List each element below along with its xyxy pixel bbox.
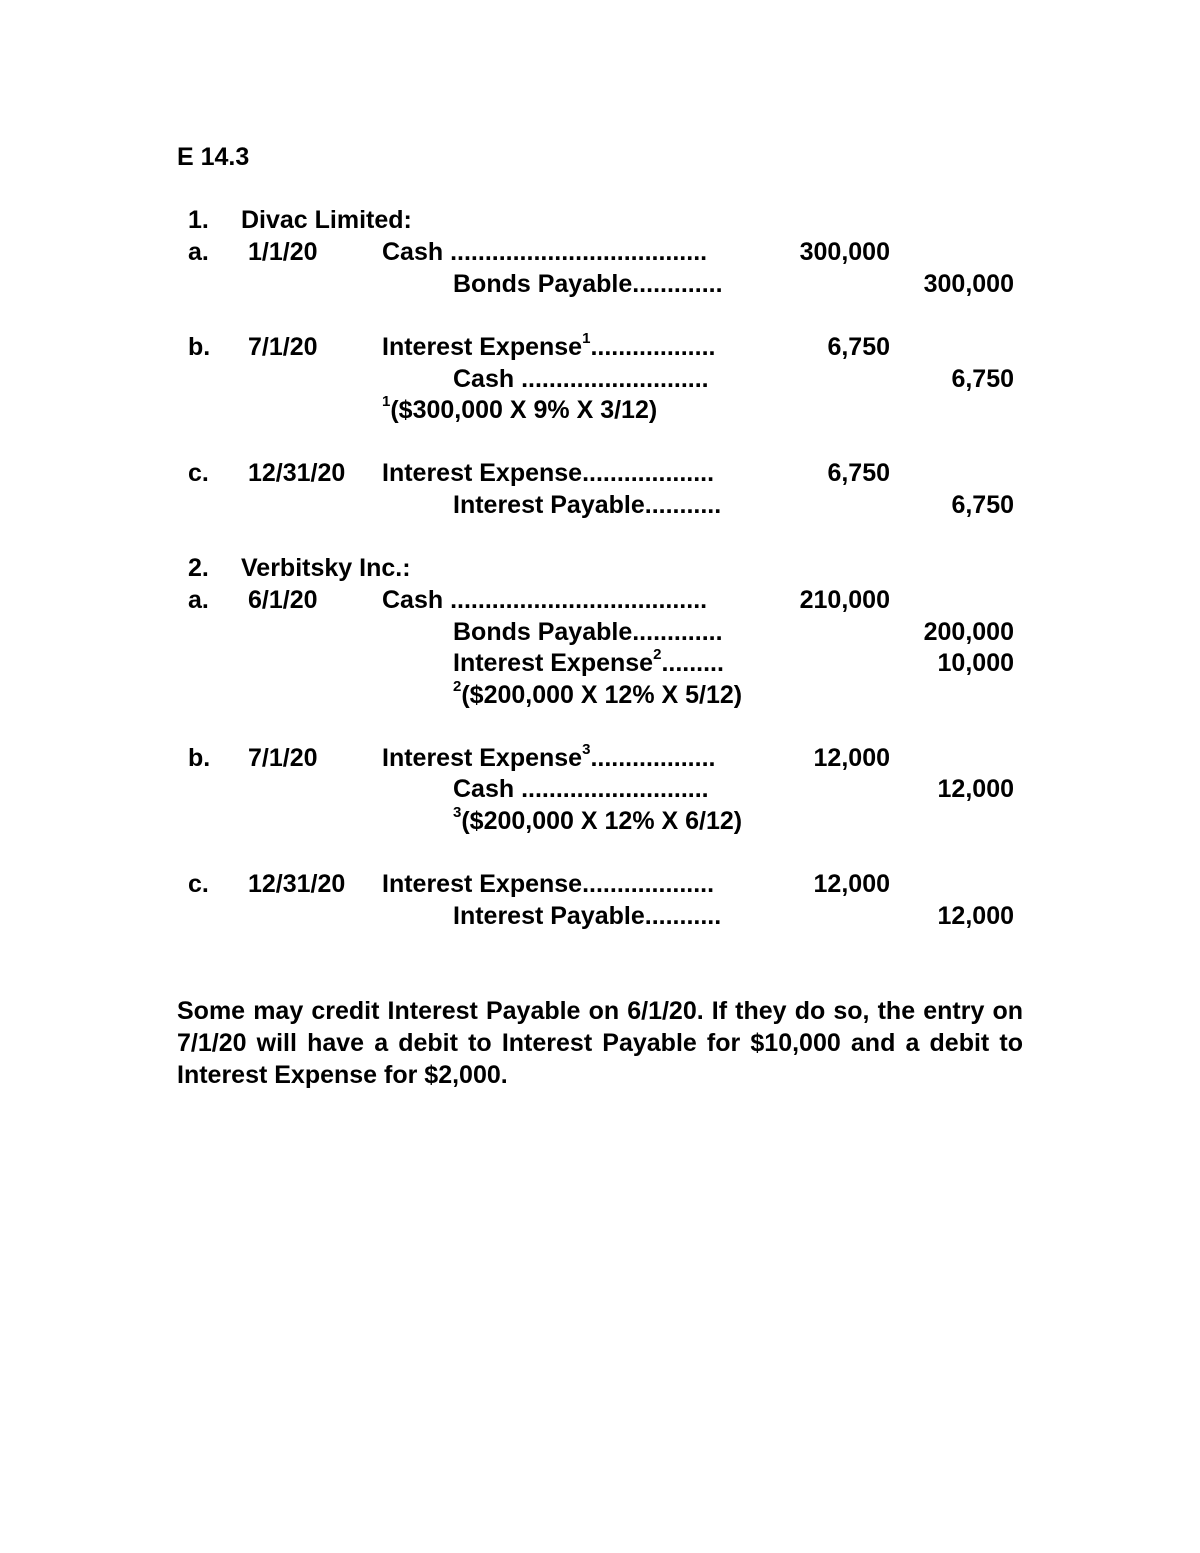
credit-label: Interest Payable [453, 902, 645, 930]
debit-account [382, 741, 716, 772]
debit-label: Interest Expense [382, 459, 583, 487]
footnote-marker: 2 [453, 678, 462, 695]
entry-date: 7/1/20 [248, 333, 318, 361]
entry-date: 1/1/20 [248, 238, 318, 266]
footnote [382, 393, 658, 424]
entry-letter: b. [188, 744, 211, 772]
closing-note: Some may credit Interest Payable on 6/1/20. If they do so, the entry on 7/1/20 will have a debit to Interest Payable for $10,000 and a debit to Interest Expense for $2,000. [177, 997, 1023, 1089]
leader-dots: ........................... [521, 365, 709, 393]
footnote-marker: 3 [582, 741, 591, 758]
leader-dots: .................. [590, 744, 716, 772]
credit-amount: 6,750 [951, 365, 1014, 393]
footnote-marker: 3 [453, 804, 462, 821]
footnote-marker: 1 [382, 393, 391, 410]
credit-account [453, 367, 709, 392]
debit-amount: 6,750 [827, 459, 890, 487]
entry-letter: c. [188, 870, 209, 898]
exercise-title: E 14.3 [177, 143, 250, 171]
credit-account [453, 777, 709, 802]
footnote-text: ($200,000 X 12% X 5/12) [461, 681, 743, 709]
footnote-text: ($200,000 X 12% X 6/12) [461, 807, 743, 835]
entry-date: 7/1/20 [248, 744, 318, 772]
section-number: 1. [188, 206, 209, 234]
footnote [453, 678, 743, 709]
section-name: Divac Limited: [241, 206, 412, 234]
debit-amount: 210,000 [799, 586, 890, 614]
debit-account [382, 461, 714, 486]
leader-dots: ................... [582, 870, 715, 898]
debit-label: Interest Expense [382, 744, 583, 772]
footnote-marker: 2 [653, 646, 662, 663]
leader-dots: ............. [632, 270, 723, 298]
credit-label: Bonds Payable [453, 270, 633, 298]
debit-label: Interest Expense [382, 870, 583, 898]
entry-letter: a. [188, 586, 209, 614]
entry-date: 12/31/20 [248, 870, 346, 898]
debit-account [382, 588, 707, 613]
credit-account [453, 646, 724, 677]
leader-dots: ............. [632, 618, 723, 646]
leader-dots: ..................................... [450, 238, 708, 266]
footnote [453, 804, 743, 835]
entry-letter: a. [188, 238, 209, 266]
credit-amount: 200,000 [923, 618, 1014, 646]
leader-dots: ................... [582, 459, 715, 487]
credit-label: Bonds Payable [453, 618, 633, 646]
debit-amount: 6,750 [827, 333, 890, 361]
debit-account [382, 330, 716, 361]
footnote-marker: 1 [582, 330, 591, 347]
credit-amount: 300,000 [923, 270, 1014, 298]
leader-dots: ........... [644, 902, 722, 930]
debit-account [382, 240, 707, 265]
credit-account [453, 620, 723, 645]
credit-account [453, 904, 721, 929]
debit-amount: 12,000 [813, 870, 890, 898]
entry-date: 12/31/20 [248, 459, 346, 487]
leader-dots: ........................... [521, 775, 709, 803]
leader-dots: ........... [644, 491, 722, 519]
credit-amount: 6,750 [951, 491, 1014, 519]
debit-amount: 300,000 [799, 238, 890, 266]
debit-label: Interest Expense [382, 333, 583, 361]
footnote-text: ($300,000 X 9% X 3/12) [390, 396, 658, 424]
credit-label: Cash [453, 365, 515, 393]
credit-label: Cash [453, 775, 515, 803]
leader-dots: .................. [590, 333, 716, 361]
section-name: Verbitsky Inc.: [241, 554, 411, 582]
debit-label: Cash [382, 586, 444, 614]
entry-letter: b. [188, 333, 211, 361]
entry-letter: c. [188, 459, 209, 487]
credit-label: Interest Payable [453, 491, 645, 519]
leader-dots: ..................................... [450, 586, 708, 614]
debit-account [382, 872, 714, 897]
debit-amount: 12,000 [813, 744, 890, 772]
credit-label: Interest Expense [453, 649, 654, 677]
credit-amount: 12,000 [937, 902, 1014, 930]
credit-account [453, 493, 721, 518]
entry-date: 6/1/20 [248, 586, 318, 614]
debit-label: Cash [382, 238, 444, 266]
credit-amount: 12,000 [937, 775, 1014, 803]
section-number: 2. [188, 554, 209, 582]
leader-dots: ......... [661, 649, 724, 677]
credit-amount: 10,000 [937, 649, 1014, 677]
credit-account [453, 272, 723, 297]
